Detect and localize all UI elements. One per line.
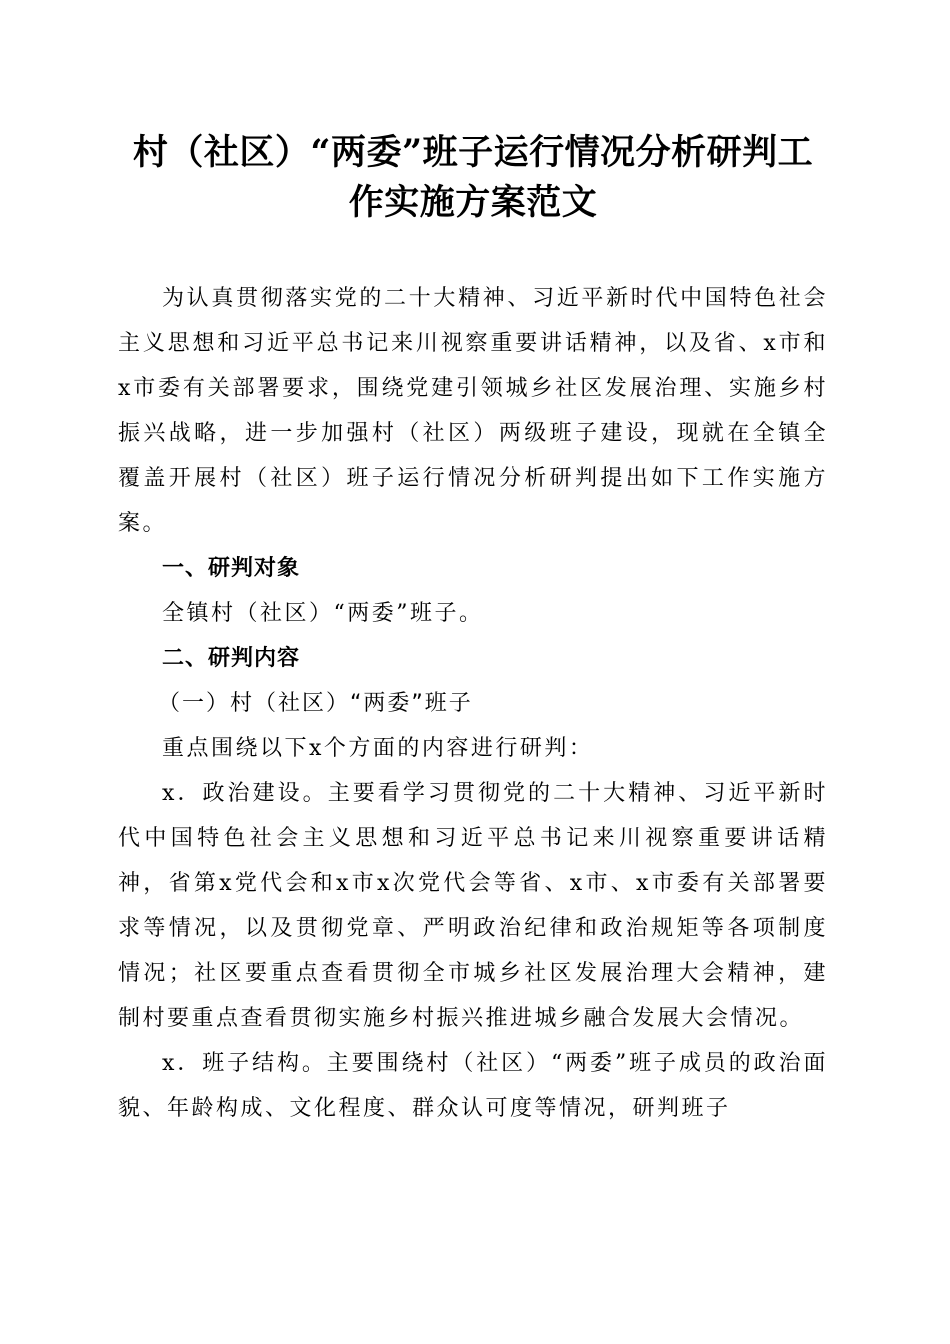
document-title [118, 128, 828, 228]
research-target-paragraph: 全镇村（社区）“两委”班子。 [162, 601, 484, 626]
item-political-construction: x．政治建设。主要看学习贯彻党的二十大精神、习近平新时代中国特色社会主义思想和习近平总书记来川视察重要讲话精神，省第x党代会和x市x次党代会等省、x市、x市委有关部署要求等情况，以及贯彻党章、严明政治纪律和政治规矩等各项制度情况；社区要重点查看贯彻全市城乡社区发展治理大会精神，建制村要重点查看贯彻实施乡村振兴推进城乡融合发展大会情况。 [118, 781, 828, 1031]
document-title-line-1: 村（社区）“两委”班子运行情况分析研判工 [132, 132, 814, 173]
subsection-heading-committees: （一）村（社区）“两委”班子 [158, 691, 473, 716]
document-title-line-2: 作实施方案范文 [348, 182, 598, 223]
document-body [118, 276, 828, 1131]
document-page [118, 128, 828, 1131]
section-heading-research-content: 二、研判内容 [162, 646, 301, 671]
section-heading-research-target: 一、研判对象 [162, 556, 301, 581]
subsection-intro-paragraph: 重点围绕以下x个方面的内容进行研判： [162, 736, 594, 761]
intro-paragraph: 为认真贯彻落实党的二十大精神、习近平新时代中国特色社会主义思想和习近平总书记来川视察重要讲话精神，以及省、x市和x市委有关部署要求，围绕党建引领城乡社区发展治理、实施乡村振兴战略，进一步加强村（社区）两级班子建设，现就在全镇全覆盖开展村（社区）班子运行情况分析研判提出如下工作实施方案。 [118, 286, 828, 536]
item-team-structure: x．班子结构。主要围绕村（社区）“两委”班子成员的政治面貌、年龄构成、文化程度、群众认可度等情况，研判班子 [118, 1051, 828, 1121]
